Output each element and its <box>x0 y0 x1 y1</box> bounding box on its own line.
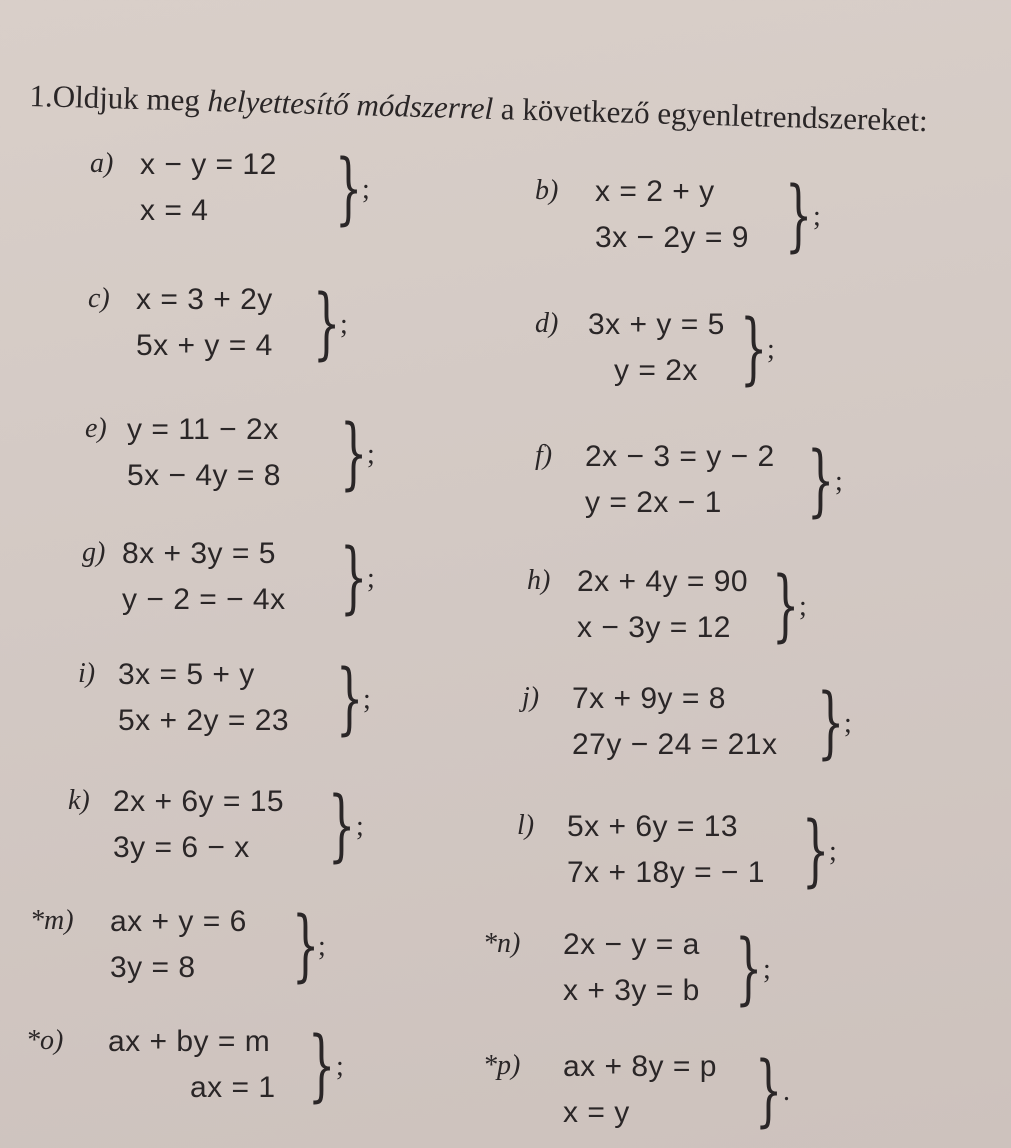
brace: } <box>313 279 341 369</box>
separator: ; <box>813 201 821 232</box>
brace: } <box>807 436 835 526</box>
brace: } <box>772 561 800 651</box>
brace: } <box>336 654 364 744</box>
separator: ; <box>799 591 807 622</box>
brace: } <box>340 409 368 499</box>
equation-2: 7x + 18y = − 1 <box>567 856 765 889</box>
problem-label: c) <box>88 283 110 314</box>
separator: ; <box>367 439 375 470</box>
brace: } <box>335 144 363 234</box>
equation-2: 3y = 8 <box>110 951 196 984</box>
equation-1: 2x + 4y = 90 <box>577 565 749 598</box>
separator: ; <box>356 811 364 842</box>
problem-label: j) <box>522 682 540 713</box>
separator: . <box>783 1076 790 1107</box>
separator: ; <box>340 309 348 340</box>
equation-2: ax = 1 <box>190 1071 276 1104</box>
problem-label: a) <box>90 148 114 179</box>
equation-2: y − 2 = − 4x <box>122 583 286 616</box>
problem-label: e) <box>85 413 107 444</box>
equation-1: ax + y = 6 <box>110 905 247 938</box>
equation-1: 2x − 3 = y − 2 <box>585 440 775 473</box>
heading-text-end: a következő egyenletrendszereket: <box>492 90 929 139</box>
separator: ; <box>362 174 370 205</box>
equation-2: x = 4 <box>140 194 209 227</box>
equation-1: ax + by = m <box>108 1025 271 1058</box>
brace: } <box>340 533 368 623</box>
problem-label: *n) <box>483 928 521 959</box>
heading-text-italic: helyettesítő módszerrel <box>207 82 494 126</box>
equation-2: x + 3y = b <box>563 974 700 1007</box>
equation-1: 3x = 5 + y <box>118 658 255 691</box>
equation-1: x = 2 + y <box>595 175 715 208</box>
equation-2: 5x + 2y = 23 <box>118 704 290 737</box>
problem-label: *p) <box>483 1050 521 1081</box>
brace: } <box>817 678 845 768</box>
equation-2: 3x − 2y = 9 <box>595 221 749 254</box>
separator: ; <box>829 836 837 867</box>
equation-1: 3x + y = 5 <box>588 308 725 341</box>
problem-label: k) <box>68 785 90 816</box>
equation-2: y = 2x <box>614 354 698 387</box>
problem-label: l) <box>517 810 535 841</box>
brace: } <box>292 901 320 991</box>
separator: ; <box>367 563 375 594</box>
separator: ; <box>844 708 852 739</box>
problem-label: b) <box>535 175 559 206</box>
brace: } <box>802 806 830 896</box>
equation-1: x − y = 12 <box>140 148 277 181</box>
problem-label: h) <box>527 565 551 596</box>
problem-label: *m) <box>30 905 74 936</box>
equation-1: 2x + 6y = 15 <box>113 785 285 818</box>
equation-2: 5x + y = 4 <box>136 329 273 362</box>
problem-label: g) <box>82 537 106 568</box>
brace: } <box>735 924 763 1014</box>
brace: } <box>308 1021 336 1111</box>
equation-1: 2x − y = a <box>563 928 700 961</box>
separator: ; <box>363 684 371 715</box>
equation-2: 3y = 6 − x <box>113 831 250 864</box>
exercise-number: 1. <box>29 78 54 114</box>
separator: ; <box>835 466 843 497</box>
problem-label: i) <box>78 658 96 689</box>
equation-1: 8x + 3y = 5 <box>122 537 276 570</box>
equation-1: 5x + 6y = 13 <box>567 810 739 843</box>
brace: } <box>785 171 813 261</box>
separator: ; <box>336 1051 344 1082</box>
problem-label: f) <box>535 440 553 471</box>
heading-text-start: Oldjuk meg <box>52 78 209 118</box>
separator: ; <box>767 334 775 365</box>
equation-2: x − 3y = 12 <box>577 611 731 644</box>
equation-1: 7x + 9y = 8 <box>572 682 726 715</box>
exercise-heading <box>29 78 1011 147</box>
separator: ; <box>763 954 771 985</box>
problem-label: d) <box>535 308 559 339</box>
brace: } <box>328 781 356 871</box>
equation-1: x = 3 + 2y <box>136 283 273 316</box>
equation-2: 5x − 4y = 8 <box>127 459 281 492</box>
problem-label: *o) <box>26 1025 64 1056</box>
equation-2: 27y − 24 = 21x <box>572 728 778 761</box>
brace: } <box>740 304 768 394</box>
equation-1: y = 11 − 2x <box>127 413 279 446</box>
brace: } <box>755 1046 783 1136</box>
equation-2: y = 2x − 1 <box>585 486 722 519</box>
equation-1: ax + 8y = p <box>563 1050 717 1083</box>
separator: ; <box>318 931 326 962</box>
equation-2: x = y <box>563 1096 630 1129</box>
